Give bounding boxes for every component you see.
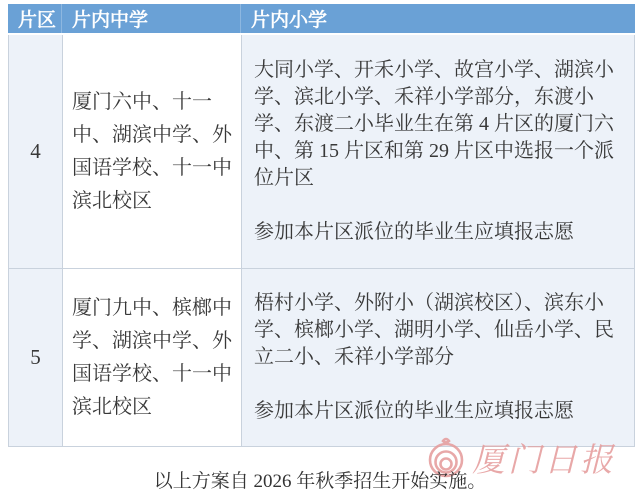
primary-schools-text: 大同小学、开禾小学、故宫小学、湖滨小学、滨北小学、禾祥小学部分，东渡小学、东渡二小毕业生在第 4 片区的厦门六中、第 15 片区和第 29 片区中选报一个派位片区 xyxy=(254,59,614,189)
primary-schools-cell xyxy=(241,269,635,446)
header-primary-schools: 片内小学 xyxy=(241,4,635,33)
district-number: 5 xyxy=(8,269,62,446)
implementation-caption: 以上方案自 2026 年秋季招生开始实施。 xyxy=(153,471,487,492)
table-row xyxy=(8,269,635,447)
school-district-table xyxy=(8,4,635,447)
header-district: 片区 xyxy=(8,4,62,33)
district-note-text: 参加本片区派位的毕业生应填报志愿 xyxy=(254,400,574,422)
middle-schools-cell xyxy=(62,35,241,268)
table-header-row xyxy=(8,4,635,35)
middle-schools-cell xyxy=(62,269,241,446)
table-row xyxy=(8,35,635,269)
primary-schools-text: 梧村小学、外附小（湖滨校区）、滨东小学、槟榔小学、湖明小学、仙岳小学、民立二小、禾祥小学部分 xyxy=(254,292,614,368)
district-number: 4 xyxy=(8,35,62,268)
middle-schools-text: 厦门六中、十一中、湖滨中学、外国语学校、十一中滨北校区 xyxy=(72,90,232,212)
primary-schools-cell xyxy=(241,35,635,268)
middle-schools-text: 厦门九中、槟榔中学、湖滨中学、外国语学校、十一中滨北校区 xyxy=(72,296,232,418)
district-note-text: 参加本片区派位的毕业生应填报志愿 xyxy=(254,221,574,243)
header-middle-schools: 片内中学 xyxy=(62,4,241,33)
watermark-text: 厦门日报 xyxy=(472,443,616,479)
